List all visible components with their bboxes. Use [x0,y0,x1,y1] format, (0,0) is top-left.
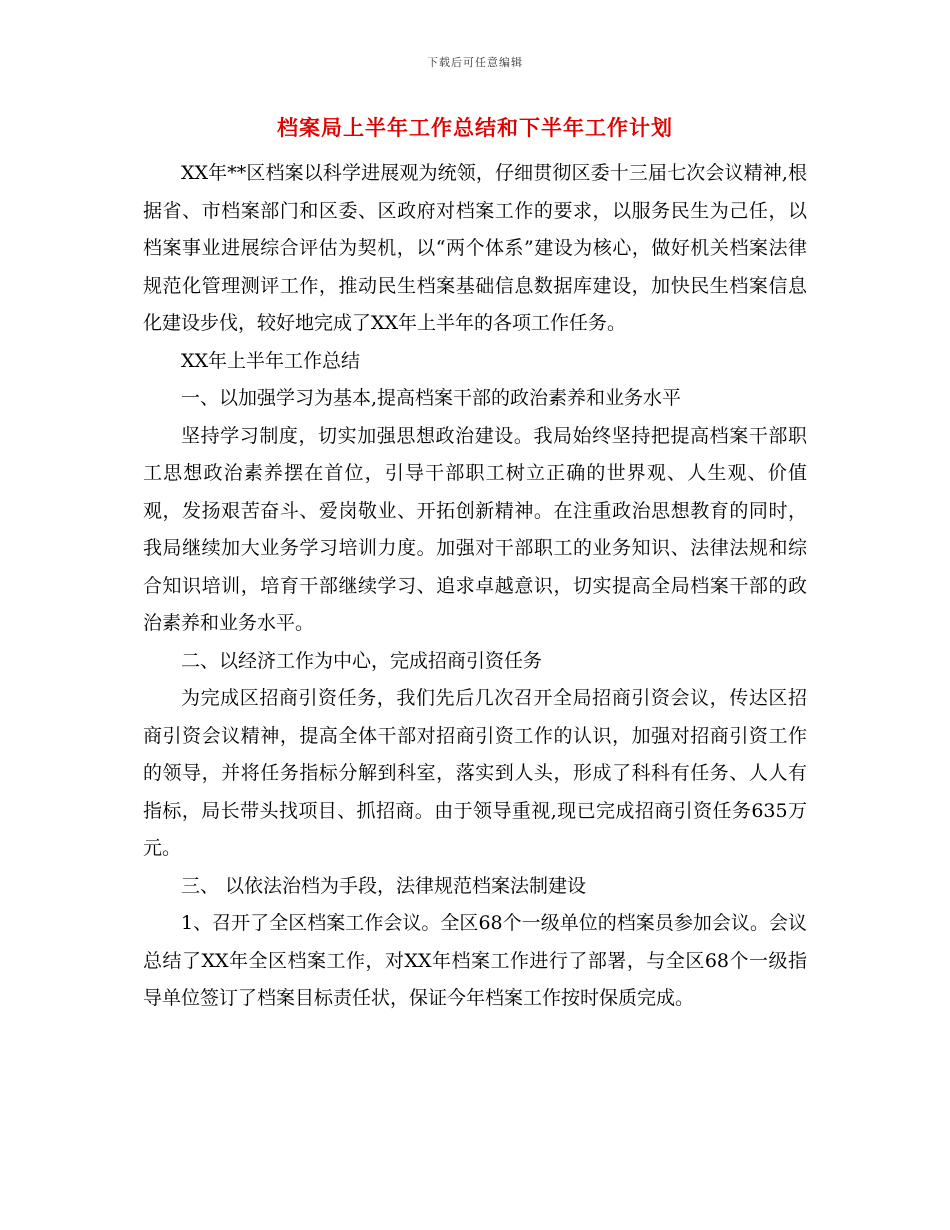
paragraph-intro: XX年**区档案以科学进展观为统领，仔细贯彻区委十三届七次会议精神,根据省、市档案部门和区委、区政府对档案工作的要求，以服务民生为己任，以档案事业进展综合评估为契机，以“两个体系”建设为核心，做好机关档案法律规范化管理测评工作，推动民生档案基础信息数据库建设，加快民生档案信息化建设步伐，较好地完成了XX年上半年的各项工作任务。 [143,162,807,334]
section-heading-2: 二、以经济工作为中心，完成招商引资任务 [181,649,543,672]
paragraph-investment: 为完成区招商引资任务，我们先后几次召开全局招商引资会议，传达区招商引资会议精神，提高全体干部对招商引资工作的认识，加强对招商引资工作的领导，并将任务指标分解到科室，落实到人头，形成了科科有任务、人人有指标，局长带头找项目、抓招商。由于领导重视,现已完成招商引资任务635万元。 [143,687,807,859]
section-heading-1: 一、以加强学习为基本,提高档案干部的政治素养和业务水平 [181,387,682,409]
section-heading-3: 三、 以依法治档为手段，法律规范档案法制建设 [181,874,587,897]
paragraph-meeting: 1、召开了全区档案工作会议。全区68个一级单位的档案员参加会议。会议总结了XX年全区档案工作，对XX年档案工作进行了部署，与全区68个一级指导单位签订了档案目标责任状，保证今年档案工作按时保质完成。 [143,912,807,1009]
document-title: 档案局上半年工作总结和下半年工作计划 [277,115,673,140]
paragraph-study: 坚持学习制度，切实加强思想政治建设。我局始终坚持把提高档案干部职工思想政治素养摆在首位，引导干部职工树立正确的世界观、人生观、价值观，发扬艰苦奋斗、爱岗敬业、开拓创新精神。在注重政治思想教育的同时，我局继续加大业务学习培训力度。加强对干部职工的业务知识、法律法规和综合知识培训，培育干部继续学习、追求卓越意识，切实提高全局档案干部的政治素养和业务水平。 [143,424,807,634]
document-body [143,155,807,1018]
section-heading-summary: XX年上半年工作总结 [181,349,361,372]
header-note: 下载后可任意编辑 [427,56,523,69]
